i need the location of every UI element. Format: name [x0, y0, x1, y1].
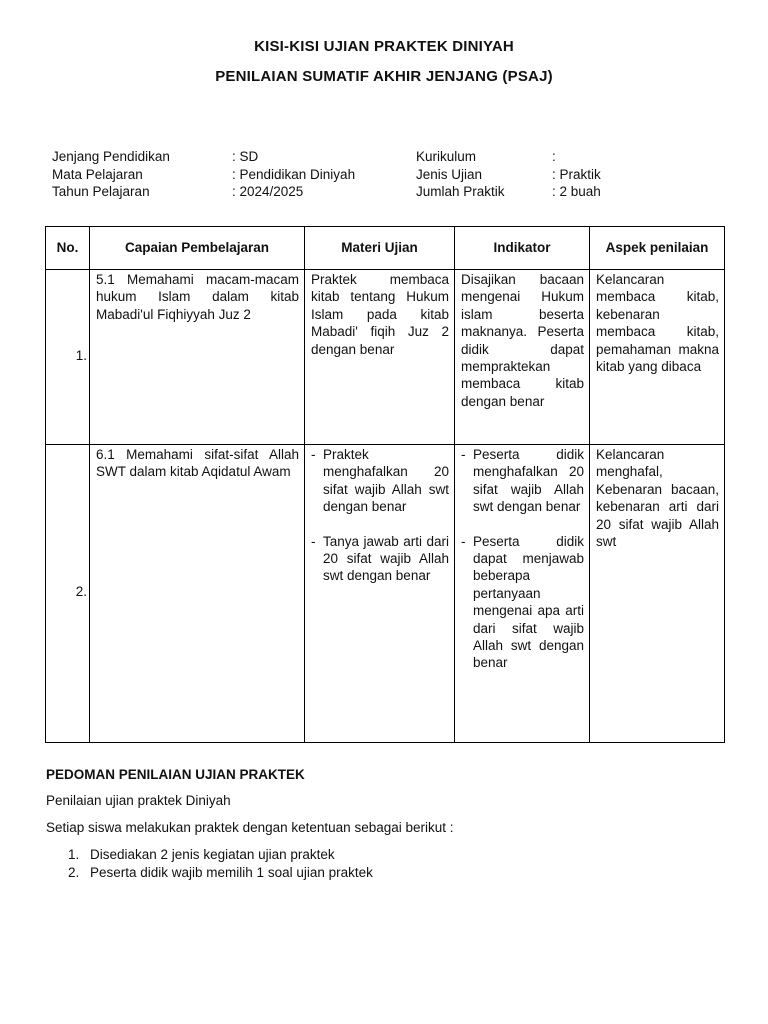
header-indikator: Indikator [455, 227, 590, 270]
meta-label: Kurikulum [416, 149, 477, 164]
indikator-item [461, 533, 584, 672]
list-item [68, 864, 373, 882]
meta-value: : Praktik [552, 166, 601, 182]
materi-cell: Praktek membaca kitab tentang Hukum Islam pada kitab Mabadi' fiqih Juz 2 dengan benar [305, 270, 455, 445]
materi-item [311, 446, 449, 516]
meta-value: : 2024/2025 [232, 184, 304, 199]
meta-value: : [552, 149, 556, 164]
kisi-kisi-table [45, 226, 725, 743]
indikator-item [461, 446, 584, 516]
meta-value: : SD [232, 149, 259, 164]
aspek-cell: Kelancaran membaca kitab, kebenaran membaca kitab, pemahaman makna kitab yang dibaca [590, 270, 725, 445]
meta-label: Jenjang Pendidikan [52, 149, 170, 164]
header-aspek: Aspek penilaian [590, 227, 725, 270]
capaian-cell: 5.1 Memahami macam-macam hukum Islam dalam kitab Mabadi'ul Fiqhiyyah Juz 2 [90, 270, 305, 445]
document-title: KISI-KISI UJIAN PRAKTEK DINIYAH [254, 38, 514, 55]
table-row [46, 445, 725, 743]
meta-label: Jenis Ujian [416, 166, 483, 182]
materi-cell [305, 445, 455, 743]
list-number: 1. [68, 847, 80, 862]
list-item-text: Disediakan 2 jenis kegiatan ujian praktek [90, 847, 335, 862]
meta-value: : 2 buah [552, 184, 601, 199]
table-row [46, 270, 725, 445]
materi-item-text: Tanya jawab arti dari 20 sifat wajib Allah swt dengan benar [323, 533, 449, 584]
header-materi: Materi Ujian [305, 227, 455, 270]
header-no: No. [46, 227, 90, 270]
materi-item [311, 533, 449, 585]
indikator-item-text: Peserta didik menghafalkan 20 sifat wajib Allah swt dengan benar [473, 447, 584, 515]
pedoman-title: PEDOMAN PENILAIAN UJIAN PRAKTEK [46, 767, 305, 782]
header-capaian: Capaian Pembelajaran [90, 227, 305, 270]
document-subtitle: PENILAIAN SUMATIF AKHIR JENJANG (PSAJ) [215, 68, 553, 85]
table-header-row [46, 227, 725, 270]
dash-bullet: - [311, 447, 316, 462]
meta-label: Mata Pelajaran [52, 166, 143, 182]
row-number: 2. [46, 445, 90, 743]
indikator-cell [455, 445, 590, 743]
list-item-text: Peserta didik wajib memilih 1 soal ujian praktek [90, 864, 373, 880]
meta-label: Jumlah Praktik [416, 184, 505, 199]
meta-label: Tahun Pelajaran [52, 184, 150, 199]
list-number: 2. [68, 864, 80, 880]
pedoman-list [68, 846, 373, 881]
pedoman-paragraph: Penilaian ujian praktek Diniyah [46, 793, 231, 808]
indikator-item-text: Peserta didik dapat menjawab beberapa pertanyaan mengenai apa arti dari sifat wajib Allah swt dengan benar [473, 533, 584, 671]
list-item [68, 846, 373, 864]
indikator-cell: Disajikan bacaan mengenai Hukum islam beserta maknanya. Peserta didik dapat mempraktekan membaca kitab dengan benar [455, 270, 590, 445]
capaian-cell: 6.1 Memahami sifat-sifat Allah SWT dalam kitab Aqidatul Awam [90, 445, 305, 743]
row-number: 1. [46, 270, 90, 445]
dash-bullet: - [461, 447, 466, 462]
aspek-cell: Kelancaran menghafal, Kebenaran bacaan, kebenaran arti dari 20 sifat wajib Allah swt [590, 445, 725, 743]
materi-item-text: Praktek menghafalkan 20 sifat wajib Allah swt dengan benar [323, 447, 449, 515]
dash-bullet: - [461, 533, 466, 549]
meta-value: : Pendidikan Diniyah [232, 166, 356, 182]
dash-bullet: - [311, 533, 316, 549]
pedoman-paragraph: Setiap siswa melakukan praktek dengan ketentuan sebagai berikut : [46, 820, 454, 835]
